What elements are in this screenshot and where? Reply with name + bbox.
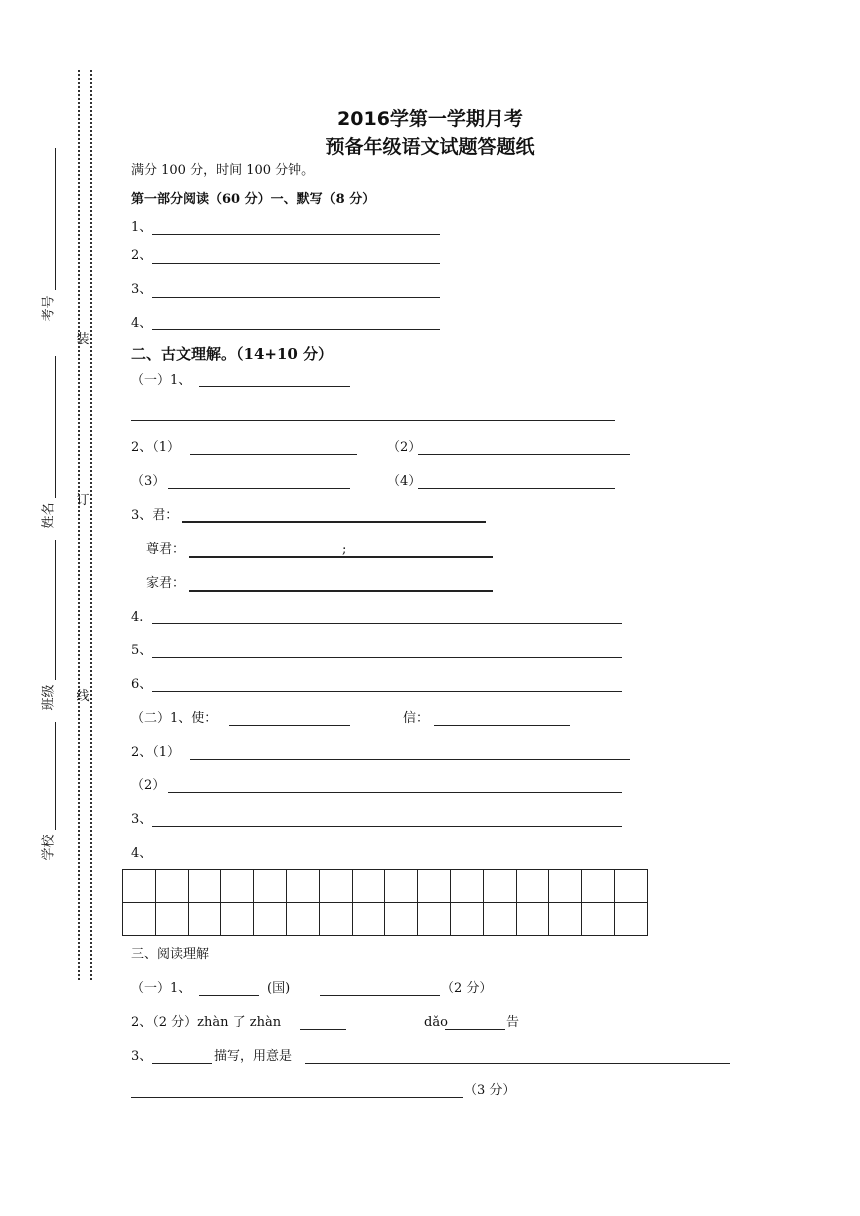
p3-q3-answer-c[interactable] xyxy=(131,1097,463,1098)
grid-cell[interactable] xyxy=(418,903,451,936)
grid-cell[interactable] xyxy=(614,870,647,903)
grid-cell[interactable] xyxy=(450,903,483,936)
q-1-1-answer-line2[interactable] xyxy=(131,420,615,421)
grid-cell[interactable] xyxy=(582,870,615,903)
dictation-1-answer[interactable] xyxy=(152,234,440,235)
p3-q1-points: （2 分） xyxy=(441,981,493,996)
q-1-1-answer[interactable] xyxy=(199,386,350,387)
binding-dotted-line-2 xyxy=(90,70,92,980)
grid-cell[interactable] xyxy=(614,903,647,936)
part2-heading: 二、古文理解。（14+10 分） xyxy=(131,345,334,363)
writing-grid[interactable] xyxy=(122,869,648,936)
dictation-2-answer[interactable] xyxy=(152,263,440,264)
grid-cell[interactable] xyxy=(549,870,582,903)
b-q1b-label: 信： xyxy=(403,711,430,726)
grid-cell[interactable] xyxy=(450,870,483,903)
grid-cell[interactable] xyxy=(254,870,287,903)
grid-cell[interactable] xyxy=(221,903,254,936)
p3-q3-answer-a[interactable] xyxy=(152,1063,212,1064)
q-2-2-label: （2） xyxy=(387,440,422,455)
grid-cell[interactable] xyxy=(286,903,319,936)
dictation-3-label: 3、 xyxy=(131,282,153,297)
q-2-1-answer[interactable] xyxy=(190,454,357,455)
grid-cell[interactable] xyxy=(352,870,385,903)
grid-cell[interactable] xyxy=(123,870,156,903)
q-5-answer[interactable] xyxy=(152,657,622,658)
b-q2-1-answer[interactable] xyxy=(190,759,630,760)
grid-cell[interactable] xyxy=(319,870,352,903)
b-q2-2-answer[interactable] xyxy=(168,792,622,793)
dictation-4-answer[interactable] xyxy=(152,329,440,330)
p3-q3-text: 描写，用意是 xyxy=(214,1049,293,1064)
grid-cell[interactable] xyxy=(221,870,254,903)
xingming-line xyxy=(55,356,56,498)
intro-text: 满分 100 分，时间 100 分钟。 xyxy=(131,163,315,178)
grid-cell[interactable] xyxy=(483,870,516,903)
xuexiao-line xyxy=(55,722,56,830)
p3-q2-label: 2、（2 分）zhàn 了 zhàn xyxy=(131,1015,282,1030)
binding-label-xian: 线 xyxy=(76,689,90,704)
b-q3-label: 3、 xyxy=(131,812,153,827)
p3-q2-answer-a[interactable] xyxy=(300,1029,346,1030)
grid-cell[interactable] xyxy=(385,870,418,903)
q-4-answer[interactable] xyxy=(152,623,622,624)
page-subtitle: 预备年级语文试题答题纸 xyxy=(325,136,535,158)
xingming-label: 姓名 xyxy=(41,502,57,529)
b-q1b-answer[interactable] xyxy=(434,725,570,726)
q-3a-label: 尊君： xyxy=(146,542,186,557)
p3-q1-answer-b[interactable] xyxy=(320,995,440,996)
b-q2-2-label: （2） xyxy=(131,778,166,793)
p3-q3-answer-b[interactable] xyxy=(305,1063,730,1064)
p3-q2-gao: 告 xyxy=(506,1015,520,1030)
q-6-answer[interactable] xyxy=(152,691,622,692)
q-1-1-label: （一）1、 xyxy=(131,373,192,388)
grid-cell[interactable] xyxy=(385,903,418,936)
banji-label: 班级 xyxy=(41,684,57,711)
grid-cell[interactable] xyxy=(352,903,385,936)
q-2-3-label: （3） xyxy=(131,474,166,489)
page-title: 2016学第一学期月考 xyxy=(337,108,523,130)
q-2-3-answer[interactable] xyxy=(168,488,350,489)
kaohao-line xyxy=(55,148,56,290)
grid-cell[interactable] xyxy=(188,870,221,903)
b-q3-answer[interactable] xyxy=(152,826,622,827)
grid-cell[interactable] xyxy=(254,903,287,936)
part3-heading: 三、阅读理解 xyxy=(131,947,210,962)
grid-cell[interactable] xyxy=(286,870,319,903)
grid-cell[interactable] xyxy=(418,870,451,903)
grid-cell[interactable] xyxy=(516,870,549,903)
q-3-label: 3、君： xyxy=(131,508,179,523)
binding-label-ding: 订 xyxy=(76,493,90,508)
grid-cell[interactable] xyxy=(516,903,549,936)
p3-q3-label: 3、 xyxy=(131,1049,153,1064)
q-3b-label: 家君： xyxy=(146,576,186,591)
b-q1a-label: （二）1、使： xyxy=(131,711,218,726)
b-q1a-answer[interactable] xyxy=(229,725,350,726)
q-4-label: 4. xyxy=(131,610,144,625)
grid-cell[interactable] xyxy=(549,903,582,936)
p3-q2-answer-b[interactable] xyxy=(445,1029,505,1030)
q-5-label: 5、 xyxy=(131,643,153,658)
grid-cell[interactable] xyxy=(582,903,615,936)
grid-cell[interactable] xyxy=(155,903,188,936)
grid-cell[interactable] xyxy=(155,870,188,903)
q-2-4-label: （4） xyxy=(387,474,422,489)
grid-cell[interactable] xyxy=(483,903,516,936)
q-2-2-answer[interactable] xyxy=(418,454,630,455)
xuexiao-label: 学校 xyxy=(41,834,57,861)
grid-row xyxy=(123,870,648,903)
q-3a-sep: ; xyxy=(342,542,347,557)
grid-cell[interactable] xyxy=(123,903,156,936)
dictation-1-label: 1、 xyxy=(131,220,153,235)
b-q4-label: 4、 xyxy=(131,846,153,861)
q-3b-answer[interactable] xyxy=(189,590,493,592)
grid-row xyxy=(123,903,648,936)
p3-q1-answer-a[interactable] xyxy=(199,995,259,996)
q-2-4-answer[interactable] xyxy=(418,488,615,489)
b-q2-1-label: 2、（1） xyxy=(131,745,181,760)
kaohao-label: 考号 xyxy=(41,295,57,322)
banji-line xyxy=(55,540,56,680)
p3-q2-dao: dǎo xyxy=(424,1015,448,1030)
q-6-label: 6、 xyxy=(131,677,153,692)
dictation-4-label: 4、 xyxy=(131,316,153,331)
p3-q3-points: （3 分） xyxy=(464,1083,516,1098)
grid-cell[interactable] xyxy=(188,903,221,936)
p3-q1-label: （一）1、 xyxy=(131,981,192,996)
part1-heading: 第一部分阅读（60 分）一、默写（8 分） xyxy=(131,192,376,207)
grid-cell[interactable] xyxy=(319,903,352,936)
q-3-answer[interactable] xyxy=(182,521,486,523)
p3-q1-guo: (国) xyxy=(267,981,291,996)
q-2-1-label: 2、（1） xyxy=(131,440,181,455)
binding-label-zhuang: 装 xyxy=(76,332,90,347)
dictation-2-label: 2、 xyxy=(131,248,153,263)
binding-dotted-line-1 xyxy=(78,70,80,980)
q-3a-answer[interactable] xyxy=(189,556,493,558)
dictation-3-answer[interactable] xyxy=(152,297,440,298)
